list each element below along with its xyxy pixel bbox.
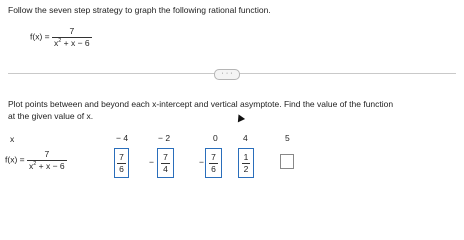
x-value-1: − 2 xyxy=(158,133,171,143)
answer-2-fraction xyxy=(161,153,170,173)
fx-denominator xyxy=(27,160,67,171)
fx-den-base: x xyxy=(28,160,34,171)
answer-2-sign: − xyxy=(149,157,154,167)
fx-numerator: 7 xyxy=(44,149,50,159)
den-exponent: 2 xyxy=(58,37,62,44)
answer-box-4[interactable] xyxy=(238,148,254,178)
instruction-text: Follow the seven step strategy to graph the following rational function. xyxy=(8,5,271,15)
fx-den-exponent: 2 xyxy=(33,160,37,167)
answer-1-numerator: 7 xyxy=(119,152,124,162)
function-lhs: f(x) = xyxy=(30,31,50,42)
answer-box-3[interactable] xyxy=(205,148,222,178)
function-numerator: 7 xyxy=(69,26,75,36)
answer-4-denominator: 2 xyxy=(243,163,249,174)
den-base: x xyxy=(53,37,59,48)
mouse-cursor-icon xyxy=(235,113,245,123)
x-value-3: 4 xyxy=(243,133,248,143)
answer-3-sign: − xyxy=(199,157,204,167)
x-label: x xyxy=(10,134,15,144)
step-instruction-line1: Plot points between and beyond each x-intercept and vertical asymptote. Find the value of the function xyxy=(8,99,394,109)
answer-2-denominator: 4 xyxy=(163,163,168,174)
answer-3-fraction xyxy=(209,153,218,173)
x-value-0: − 4 xyxy=(116,133,129,143)
answer-1-denominator: 6 xyxy=(119,163,124,174)
function-definition xyxy=(30,27,92,47)
function-fraction xyxy=(52,27,92,47)
answer-box-1[interactable] xyxy=(114,148,129,178)
function-denominator xyxy=(52,37,92,48)
answer-1-fraction xyxy=(117,153,126,173)
fx-fraction xyxy=(27,150,67,170)
fx-lhs: f(x) = xyxy=(5,154,25,165)
x-value-4: 5 xyxy=(285,133,290,143)
answer-4-fraction xyxy=(242,153,251,173)
den-rest: + x − 6 xyxy=(63,37,90,48)
answer-3-denominator: 6 xyxy=(211,163,216,174)
fx-row-label xyxy=(5,150,67,170)
fx-den-rest: + x − 6 xyxy=(38,160,65,171)
answer-2-numerator: 7 xyxy=(163,152,168,162)
step-instruction-line2: at the given value of x. xyxy=(8,111,94,121)
answer-4-numerator: 1 xyxy=(243,152,249,162)
answer-3-numerator: 7 xyxy=(211,152,216,162)
answer-box-2[interactable] xyxy=(157,148,174,178)
x-value-2: 0 xyxy=(213,133,218,143)
expand-more-button[interactable]: · · · xyxy=(214,69,240,80)
answer-input-5[interactable] xyxy=(280,154,294,169)
